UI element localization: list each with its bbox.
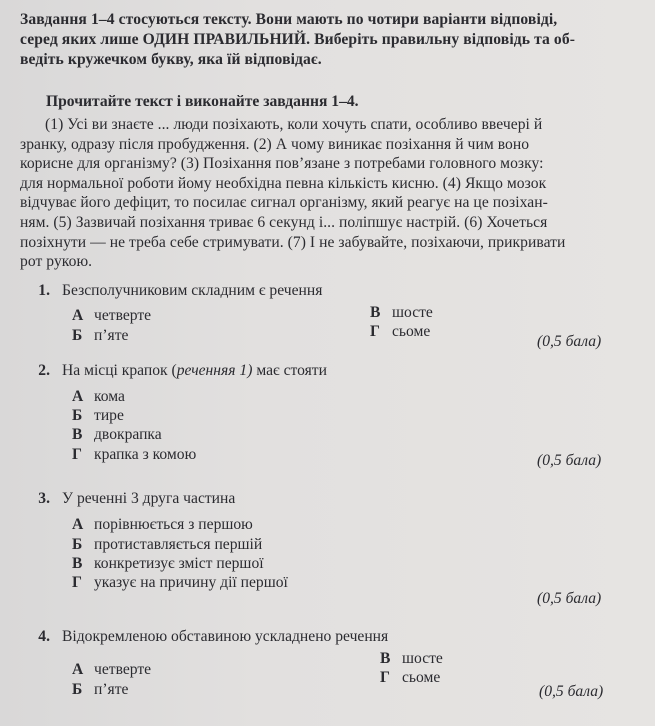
question-number: 4.: [38, 628, 50, 645]
option-letter: В: [72, 426, 83, 443]
score-label: (0,5 бала): [537, 452, 602, 469]
question-number: 1.: [38, 282, 50, 299]
option-letter: В: [370, 304, 381, 321]
option-letter: Б: [72, 327, 83, 344]
answer-option-v[interactable]: [72, 555, 264, 573]
text-line: для нормальної роботи йому необхідна певна кількість кисню. (4) Якщо мозок: [20, 174, 547, 192]
question-4: [20, 628, 388, 646]
question-text: має стояти: [252, 362, 327, 379]
text-line: корисне для організму? (3) Позіхання пов’язане з потребами головного мозку:: [20, 155, 544, 173]
question-number: 3.: [38, 490, 50, 507]
option-letter: Г: [72, 574, 82, 591]
option-letter: Г: [380, 669, 390, 686]
intro-line: ведіть кружечком букву, яка їй відповідає.: [20, 51, 322, 68]
question-3: [20, 490, 235, 508]
option-text: четверте: [94, 307, 152, 324]
answer-option-g[interactable]: [72, 446, 196, 464]
answer-option-v[interactable]: [72, 426, 162, 444]
text-line: рот рукою.: [20, 253, 93, 271]
answer-option-a[interactable]: [72, 516, 253, 534]
option-letter: Г: [370, 323, 380, 340]
question-text-italic: реченняя 1): [176, 362, 253, 379]
score-label: (0,5 бала): [539, 683, 604, 700]
answer-option-g[interactable]: [72, 574, 288, 592]
option-text: сьоме: [392, 323, 431, 340]
score-label: (0,5 бала): [537, 333, 602, 350]
option-text: порівнюється з першою: [94, 516, 253, 533]
question-2: [20, 362, 327, 380]
option-letter: Б: [72, 407, 83, 424]
answer-option-b[interactable]: [72, 327, 128, 345]
option-letter: А: [72, 307, 84, 324]
text-line: зранку, одразу після пробудження. (2) А чому виникає позіхання й чим воно: [20, 135, 530, 153]
task-intro: [20, 10, 630, 70]
text-line: (1) Усі ви знаєте ... люди позіхають, коли хочуть спати, особливо ввечері й: [45, 116, 543, 133]
intro-line: серед яких лише ОДИН ПРАВИЛЬНИЙ. Виберіть правильну відповідь та об-: [20, 31, 576, 48]
option-text: тире: [94, 407, 124, 424]
reading-text: [20, 115, 628, 272]
text-line: позіхнути — не треба себе стримувати. (7) І не забувайте, позіхаючи, прикривати: [20, 233, 566, 251]
text-line: ням. (5) Зазвичай позіхання триває 6 секунд і... поліпшує настрій. (6) Хочеться: [20, 213, 548, 231]
answer-option-a[interactable]: [72, 307, 151, 325]
answer-option-a[interactable]: [72, 661, 151, 679]
option-text: двокрапка: [94, 426, 162, 443]
option-text: указує на причину дії першої: [94, 574, 288, 591]
question-number: 2.: [38, 362, 50, 379]
option-text: сьоме: [402, 669, 441, 686]
option-letter: А: [72, 661, 84, 678]
option-text: п’яте: [94, 327, 129, 344]
answer-option-v[interactable]: [380, 650, 443, 668]
answer-option-b[interactable]: [72, 536, 262, 554]
text-line: відчуває його дефіцит, то посилає сигнал організму, який реагує на це позіхан-: [20, 194, 548, 212]
score-label: (0,5 бала): [537, 590, 602, 607]
option-letter: Б: [72, 536, 83, 553]
option-letter: В: [72, 555, 83, 572]
option-letter: А: [72, 388, 84, 405]
option-letter: Б: [72, 681, 83, 698]
question-text: Безсполучниковим складним є речення: [62, 282, 323, 299]
answer-option-g[interactable]: [370, 323, 430, 341]
intro-line: Завдання 1–4 стосуються тексту. Вони мають по чотири варіанти відповіді,: [20, 11, 558, 28]
answer-option-g[interactable]: [380, 669, 440, 687]
answer-option-a[interactable]: [72, 388, 125, 406]
option-text: протиставляється першій: [94, 536, 263, 553]
answer-option-b[interactable]: [72, 407, 124, 425]
option-text: четверте: [94, 661, 152, 678]
answer-option-b[interactable]: [72, 681, 128, 699]
option-letter: В: [380, 650, 391, 667]
option-text: шосте: [402, 650, 443, 667]
option-text: конкретизує зміст першої: [94, 555, 264, 572]
option-letter: А: [72, 516, 84, 533]
question-text: На місці крапок (: [62, 362, 177, 379]
option-text: п’яте: [94, 681, 129, 698]
option-text: шосте: [392, 304, 433, 321]
question-1: [20, 282, 322, 300]
question-text: У реченні 3 друга частина: [62, 490, 236, 507]
option-text: кома: [94, 388, 125, 405]
option-letter: Г: [72, 446, 82, 463]
answer-option-v[interactable]: [370, 304, 433, 322]
question-text: Відокремленою обставиною ускладнено речення: [62, 628, 389, 645]
option-text: крапка з комою: [94, 446, 197, 463]
reading-instruction: Прочитайте текст і виконайте завдання 1–4.: [46, 93, 359, 110]
